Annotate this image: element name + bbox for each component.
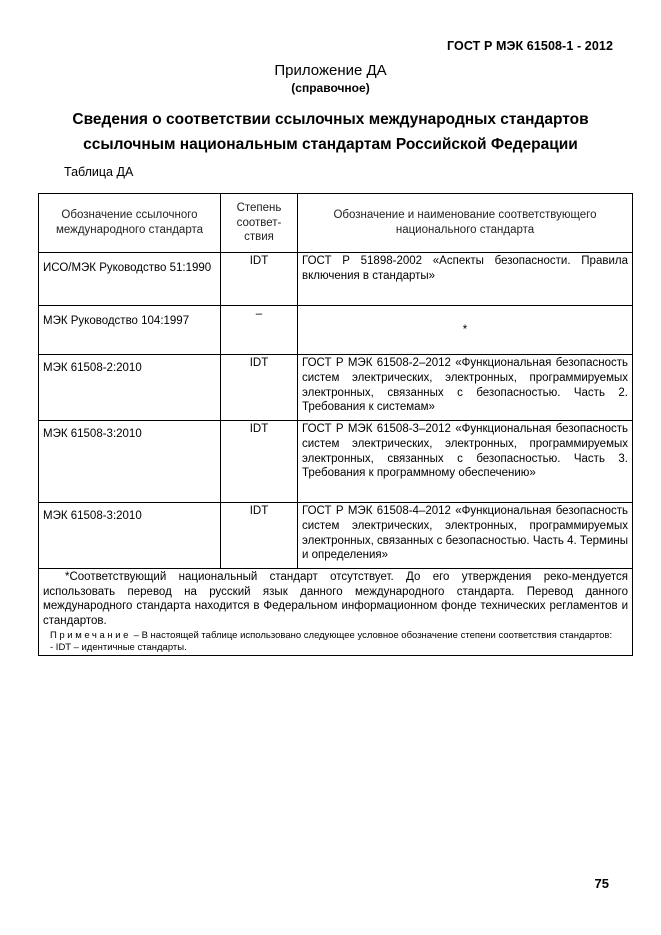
cell-national-standard: ГОСТ Р МЭК 61508-4–2012 «Функциональная безопасность систем электрических, электронных, программируемых электронных, связанных с безопасностью. Часть 4. Термины и определения» <box>298 503 633 569</box>
cell-degree: IDT <box>221 355 298 421</box>
cell-degree: IDT <box>221 503 298 569</box>
cell-national-standard: ГОСТ Р МЭК 61508-3–2012 «Функциональная безопасность систем электрических, электронных, программируемых электронных, связанных с безопасностью. Часть 3. Требования к программному обеспечению» <box>298 421 633 503</box>
header-international-standard: Обозначение ссылочного международного стандарта <box>39 194 221 253</box>
note-label: Примечание <box>50 630 131 642</box>
footnote-text: *Соответствующий национальный стандарт отсутствует. До его утверждения реко-мендуется использовать перевод на русский язык данного международного стандарта. Перевод данного международного стандарта находится в Федеральном информационном фонде технических регламентов и стандартов. <box>43 571 628 627</box>
page-number: 75 <box>594 876 609 891</box>
cell-national-standard: ГОСТ Р 51898-2002 «Аспекты безопасности. Правила включения в стандарты» <box>298 253 633 306</box>
table-label: Таблица ДА <box>64 165 134 179</box>
cell-international-code: МЭК Руководство 104:1997 <box>39 306 221 355</box>
cell-international-code: МЭК 61508-2:2010 <box>39 355 221 421</box>
main-title-line-2: ссылочным национальным стандартам Российской Федерации <box>83 136 578 153</box>
cell-degree: IDT <box>221 421 298 503</box>
table-notes-cell <box>39 569 633 656</box>
table-header-row <box>39 194 633 253</box>
note-paragraph <box>43 630 628 642</box>
table-row <box>39 421 633 503</box>
table-row <box>39 355 633 421</box>
table-row <box>39 503 633 569</box>
table-row <box>39 306 633 355</box>
cell-national-standard: * <box>298 306 633 355</box>
table-row <box>39 253 633 306</box>
cell-international-code: МЭК 61508-3:2010 <box>39 503 221 569</box>
appendix-subtitle: (справочное) <box>291 81 370 95</box>
header-degree-of-correspondence: Степень соответ-ствия <box>221 194 298 253</box>
note-item: - IDT – идентичные стандарты. <box>50 642 187 654</box>
header-national-standard: Обозначение и наименование соответствующего национального стандарта <box>298 194 633 253</box>
cell-national-standard: ГОСТ Р МЭК 61508-2–2012 «Функциональная безопасность систем электрических, электронных, программируемых электронных, связанных с безопасностью. Часть 2. Требования к системам» <box>298 355 633 421</box>
cell-international-code: ИСО/МЭК Руководство 51:1990 <box>39 253 221 306</box>
cell-degree: – <box>221 306 298 355</box>
appendix-title: Приложение ДА <box>274 62 387 79</box>
note-text: – В настоящей таблице использовано следующее условное обозначение степени соответствия стандартов: <box>133 630 613 642</box>
standards-correspondence-table <box>38 193 633 656</box>
main-title-line-1: Сведения о соответствии ссылочных международных стандартов <box>72 111 589 128</box>
cell-degree: IDT <box>221 253 298 306</box>
document-code-header: ГОСТ Р МЭК 61508-1 - 2012 <box>447 39 613 53</box>
main-title <box>0 107 661 157</box>
cell-international-code: МЭК 61508-3:2010 <box>39 421 221 503</box>
table-notes-row <box>39 569 633 656</box>
